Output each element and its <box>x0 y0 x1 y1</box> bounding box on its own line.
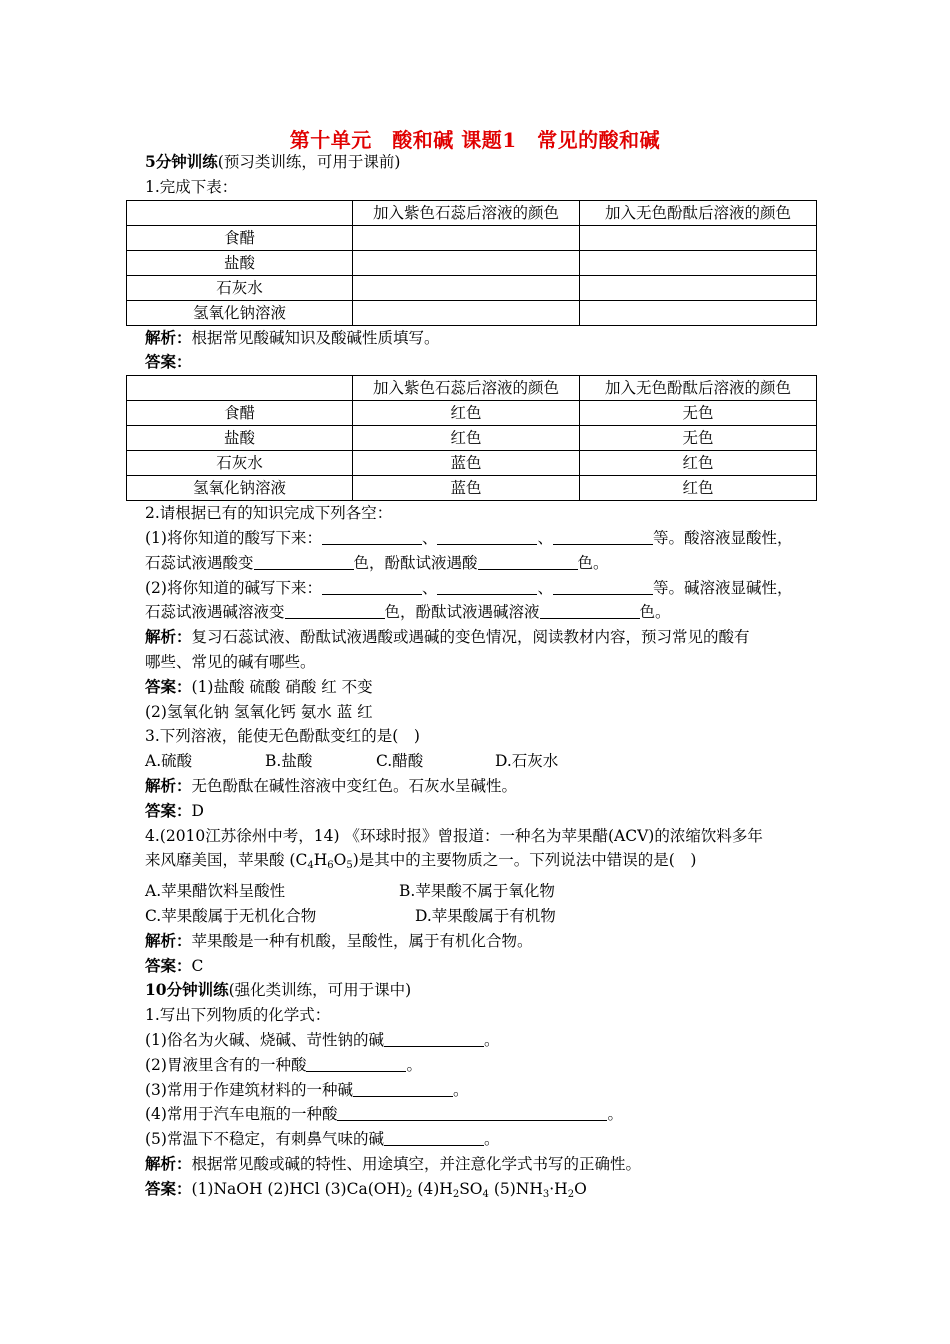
analysis-label: 解析： <box>145 327 192 347</box>
table-row <box>127 451 817 476</box>
answer-label: 答案： <box>145 800 192 820</box>
table-cell <box>580 250 817 275</box>
q4-answer <box>145 954 817 979</box>
q3-analysis <box>145 774 817 799</box>
section-heading-5min <box>145 150 817 175</box>
answer-text: O <box>574 1179 587 1198</box>
table-row <box>127 426 817 451</box>
subscript: 2 <box>406 1188 413 1200</box>
table-cell <box>127 200 353 225</box>
section-heading-note: (强化类训练，可用于课中) <box>228 981 412 1000</box>
table-row <box>127 275 817 300</box>
subscript: 4 <box>482 1188 489 1200</box>
analysis-text: 根据常见酸碱知识及酸碱性质填写。 <box>191 328 440 347</box>
question-2-stem: 2.请根据已有的知识完成下列各空： <box>145 504 393 523</box>
item-text: (5)常温下不稳定，有刺鼻气味的碱 <box>145 1130 384 1149</box>
q2-part1-line1 <box>145 526 817 551</box>
blank-line <box>384 1129 484 1146</box>
q2-text: (2)将你知道的碱写下来： <box>145 578 322 597</box>
analysis-text: 苹果酸是一种有机酸，呈酸性，属于有机化合物。 <box>191 931 533 950</box>
blank-color-table <box>126 200 817 326</box>
option-d: D.苹果酸属于有机物 <box>415 906 556 925</box>
q1-analysis <box>145 326 817 351</box>
q2-part2-line2 <box>145 600 817 625</box>
answer-label: 答案： <box>145 955 192 975</box>
page-title: 第十单元 酸和碱 课题1 常见的酸和碱 <box>289 128 661 152</box>
analysis-text: 无色酚酞在碱性溶液中变红色。石灰水呈碱性。 <box>191 776 518 795</box>
table-header-row <box>127 200 817 225</box>
blank-line <box>553 578 653 595</box>
answer-color-table <box>126 375 817 501</box>
q4-options-row1 <box>145 879 817 904</box>
table-cell: 红色 <box>353 401 580 426</box>
q3-answer <box>145 799 817 824</box>
s2-q1-item <box>145 1102 817 1127</box>
table-cell: 加入紫色石蕊后溶液的颜色 <box>353 376 580 401</box>
item-end: 。 <box>607 1105 623 1124</box>
table-cell: 加入无色酚酞后溶液的颜色 <box>580 200 817 225</box>
blank-line <box>322 578 422 595</box>
section-heading-bold: 10分钟训练 <box>145 980 229 1000</box>
section-heading-10min <box>145 978 817 1003</box>
blank-line <box>384 1030 484 1047</box>
option-c: C.醋酸 <box>376 752 424 771</box>
question-4-stem: 4.(2010江苏徐州中考，14) 《环球时报》曾报道：一种名为苹果醋(ACV)的浓缩饮料多年 <box>145 826 763 845</box>
answer-label: 答案： <box>145 676 192 696</box>
blank-line <box>353 1080 453 1097</box>
option-b: B.苹果酸不属于氧化物 <box>399 882 555 901</box>
item-end: 。 <box>483 1030 500 1049</box>
blank-line <box>337 1104 607 1121</box>
formula-part: H <box>313 851 328 870</box>
answer-text: (1)盐酸 硫酸 硝酸 红 不变 <box>191 677 373 696</box>
analysis-label: 解析： <box>145 1153 192 1173</box>
blank-line <box>478 553 578 570</box>
subscript: 4 <box>307 860 314 872</box>
separator: 、 <box>421 578 438 597</box>
table-cell <box>353 275 580 300</box>
table-cell: 盐酸 <box>127 250 353 275</box>
q2-text: 等。酸溶液显酸性， <box>653 528 793 547</box>
analysis-text: 复习石蕊试液、酚酞试液遇酸或遇碱的变色情况，阅读教材内容，预习常见的酸有 <box>191 628 750 647</box>
table-cell: 食醋 <box>127 401 353 426</box>
table-cell <box>353 300 580 325</box>
q2-analysis-cont: 哪些、常见的碱有哪些。 <box>145 652 316 671</box>
q4-text: 来风靡美国，苹果酸 (C <box>145 851 308 870</box>
table-cell: 氢氧化钠溶液 <box>127 300 353 325</box>
q2-answer-cont: (2)氢氧化钠 氢氧化钙 氨水 蓝 红 <box>145 702 373 721</box>
section-heading-bold: 5分钟训练 <box>145 152 218 171</box>
q2-text: 色，酚酞试液遇酸 <box>353 553 478 572</box>
table-row <box>127 300 817 325</box>
separator: 、 <box>537 578 553 597</box>
separator: 、 <box>421 528 438 547</box>
table-cell: 红色 <box>580 451 817 476</box>
subscript: 2 <box>567 1188 575 1200</box>
s2-q1-item <box>145 1078 817 1103</box>
subscript: 2 <box>452 1188 460 1200</box>
q2-analysis <box>145 625 817 650</box>
blank-line <box>437 578 537 595</box>
answer-text: D <box>191 801 204 820</box>
q2-text: 色，酚酞试液遇碱溶液 <box>384 603 540 622</box>
answer-text: (5)NH <box>488 1179 543 1198</box>
table-cell: 盐酸 <box>127 426 353 451</box>
table-cell: 氢氧化钠溶液 <box>127 476 353 501</box>
blank-line <box>254 553 354 570</box>
table-row <box>127 225 817 250</box>
table-row <box>127 250 817 275</box>
separator: 、 <box>537 528 553 547</box>
table-cell <box>580 225 817 250</box>
question-1-stem: 1.完成下表： <box>145 177 238 196</box>
subscript: 6 <box>327 860 334 872</box>
s2-q1-analysis <box>145 1152 817 1177</box>
s2-q1-item <box>145 1053 817 1078</box>
table-cell: 石灰水 <box>127 275 353 300</box>
q2-text: 等。碱溶液显碱性， <box>653 578 793 597</box>
blank-line <box>306 1055 406 1072</box>
table-cell: 加入无色酚酞后溶液的颜色 <box>580 376 817 401</box>
table-cell <box>580 300 817 325</box>
subscript: 3 <box>542 1188 550 1200</box>
item-text: (3)常用于作建筑材料的一种碱 <box>145 1080 353 1099</box>
item-text: (1)俗名为火碱、烧碱、苛性钠的碱 <box>145 1030 384 1049</box>
table-cell: 蓝色 <box>353 451 580 476</box>
table-cell: 红色 <box>580 476 817 501</box>
q2-part2-line1 <box>145 576 817 601</box>
formula-part: O <box>333 851 347 870</box>
table-cell <box>353 250 580 275</box>
table-cell <box>127 376 353 401</box>
analysis-label: 解析： <box>145 930 192 950</box>
answer-text: (1)NaOH (2)HCl (3)Ca(OH) <box>191 1179 407 1198</box>
blank-line <box>553 528 653 545</box>
question-3-stem: 3.下列溶液，能使无色酚酞变红的是( ) <box>145 727 420 746</box>
table-cell: 红色 <box>353 426 580 451</box>
blank-line <box>322 528 422 545</box>
option-a: A.苹果醋饮料呈酸性 <box>145 882 286 901</box>
answer-text: (4)H <box>412 1179 453 1198</box>
table-row <box>127 476 817 501</box>
document-body <box>145 150 817 1208</box>
analysis-label: 解析： <box>145 775 192 795</box>
option-b: B.盐酸 <box>265 752 313 771</box>
q3-options <box>145 749 817 774</box>
q2-answer <box>145 675 817 700</box>
table-header-row <box>127 376 817 401</box>
q2-text: (1)将你知道的酸写下来： <box>145 528 322 547</box>
table-cell: 蓝色 <box>353 476 580 501</box>
q2-text: 石蕊试液遇酸变 <box>145 553 254 572</box>
analysis-label: 解析： <box>145 627 192 647</box>
q4-analysis <box>145 929 817 954</box>
table-row <box>127 401 817 426</box>
question-4-stem-cont <box>145 848 817 879</box>
answer-text: C <box>191 956 204 975</box>
blank-line <box>285 602 385 619</box>
q4-text: )是其中的主要物质之一。下列说法中错误的是( ) <box>352 851 697 870</box>
s2-q1-item <box>145 1028 817 1053</box>
table-cell: 加入紫色石蕊后溶液的颜色 <box>353 200 580 225</box>
table-cell: 无色 <box>580 401 817 426</box>
table-cell: 无色 <box>580 426 817 451</box>
option-d: D.石灰水 <box>495 752 559 771</box>
s2-q1-answer <box>145 1177 817 1208</box>
blank-line <box>540 602 640 619</box>
q1-answer-label <box>145 350 817 375</box>
q2-text: 石蕊试液遇碱溶液变 <box>145 603 285 622</box>
table-cell <box>580 275 817 300</box>
answer-label: 答案： <box>145 352 192 372</box>
q4-options-row2 <box>145 904 817 929</box>
answer-label: 答案： <box>145 1178 192 1198</box>
answer-text: ·H <box>549 1179 568 1198</box>
analysis-text: 根据常见酸或碱的特性、用途填空，并注意化学式书写的正确性。 <box>191 1154 642 1173</box>
item-text: (4)常用于汽车电瓶的一种酸 <box>145 1105 338 1124</box>
section-heading-note: (预习类训练，可用于课前) <box>217 153 401 171</box>
table-cell <box>353 225 580 250</box>
item-end: 。 <box>406 1055 422 1074</box>
table-cell: 石灰水 <box>127 451 353 476</box>
option-c: C.苹果酸属于无机化合物 <box>145 906 317 925</box>
option-a: A.硫酸 <box>145 752 193 771</box>
answer-text: SO <box>459 1179 483 1198</box>
table-cell: 食醋 <box>127 225 353 250</box>
item-text: (2)胃液里含有的一种酸 <box>145 1055 307 1074</box>
item-end: 。 <box>483 1130 500 1149</box>
subscript: 5 <box>346 860 353 872</box>
q2-text: 色。 <box>577 553 609 572</box>
item-end: 。 <box>452 1080 469 1099</box>
s2-question-1-stem: 1.写出下列物质的化学式： <box>145 1006 331 1025</box>
blank-line <box>437 528 537 545</box>
q2-text: 色。 <box>639 603 671 622</box>
q2-part1-line2 <box>145 551 817 576</box>
s2-q1-item <box>145 1127 817 1152</box>
